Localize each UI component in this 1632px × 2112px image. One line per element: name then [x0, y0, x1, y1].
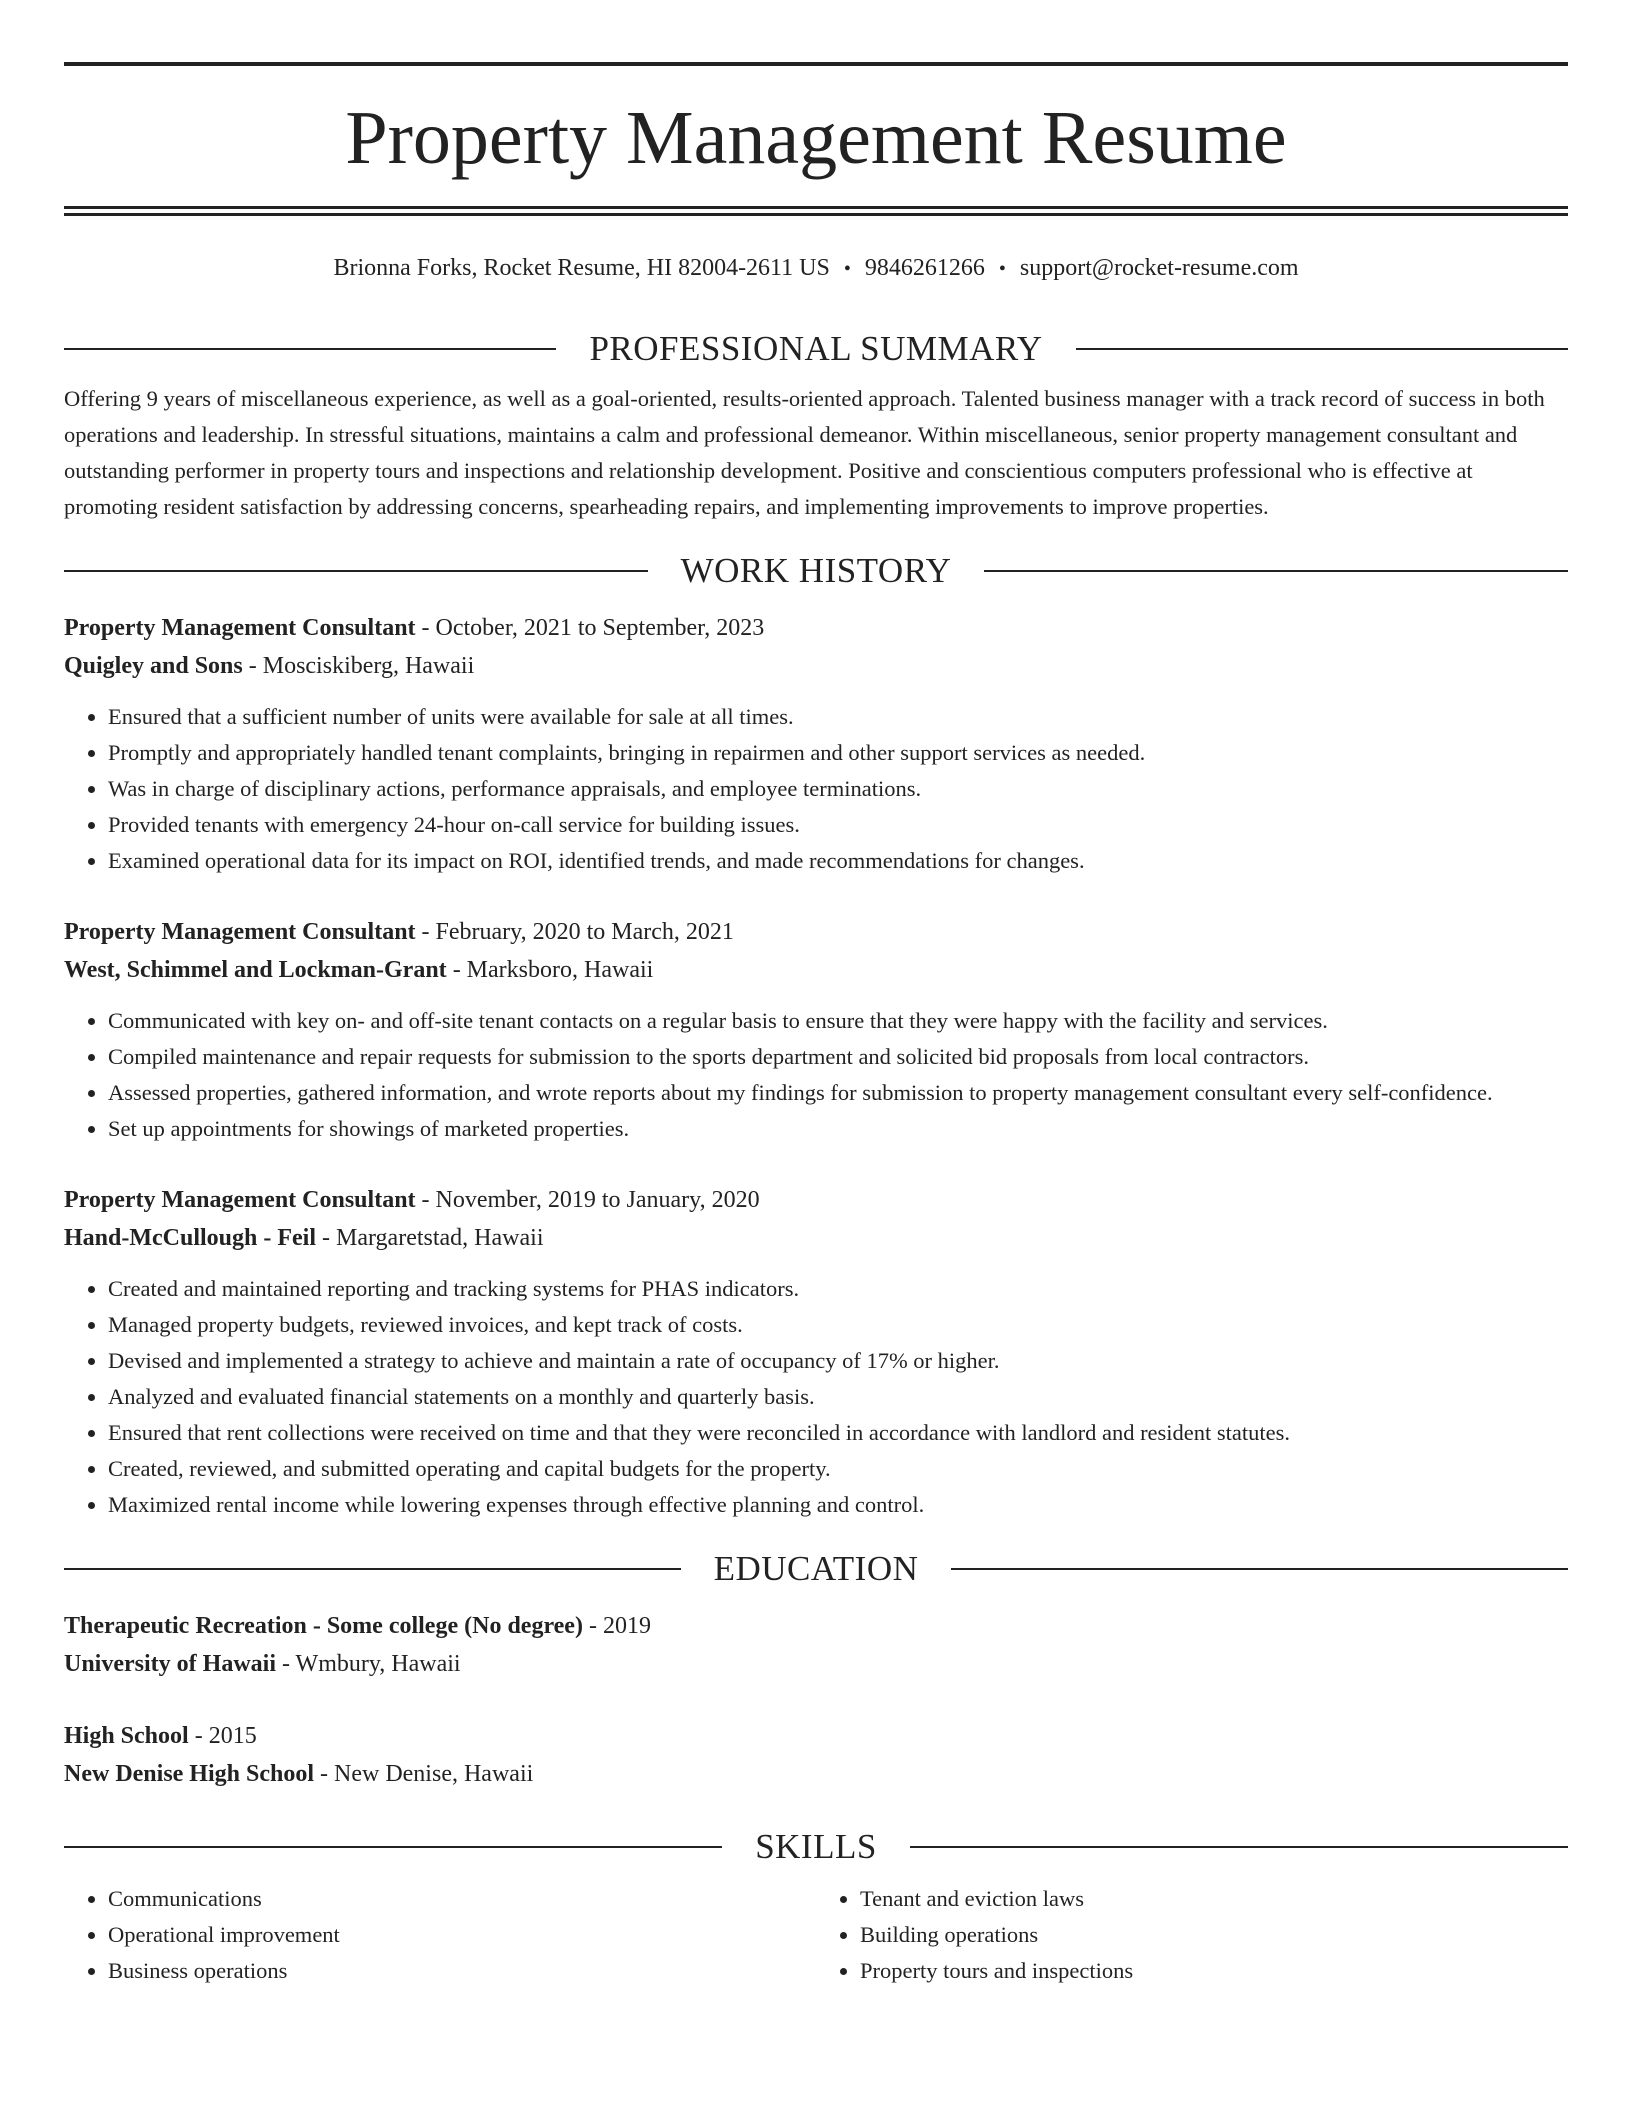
- work-history-list: [64, 609, 1568, 1523]
- skill-item: • Business operations: [108, 1953, 816, 1989]
- job-bullet: • Analyzed and evaluated financial statements on a monthly and quarterly basis.: [108, 1379, 1568, 1415]
- skills-list-right: [816, 1881, 1568, 1989]
- skill-item: • Building operations: [860, 1917, 1568, 1953]
- contact-line: [64, 254, 1568, 283]
- contact-phone: 9846261266: [864, 255, 985, 281]
- education-school-line: [64, 1645, 1568, 1683]
- job-location: - Mosciskiberg, Hawaii: [242, 652, 475, 679]
- job-company-line: [64, 951, 1568, 989]
- job-company-line: [64, 647, 1568, 685]
- divider: [64, 1846, 722, 1848]
- job-dates: - February, 2020 to March, 2021: [415, 918, 734, 945]
- job-bullet: • Assessed properties, gathered information, and wrote reports about my findings for submission to property management consultant every self-confidence.: [108, 1075, 1568, 1111]
- job-title-line: [64, 609, 1568, 647]
- job-location: - Marksboro, Hawaii: [446, 956, 654, 983]
- section-header-skills: [64, 1827, 1568, 1867]
- skill-item: • Communications: [108, 1881, 816, 1917]
- job-company: Hand-McCullough - Feil: [64, 1224, 317, 1251]
- divider: [64, 570, 648, 572]
- skills-list-left: [64, 1881, 816, 1989]
- skills-columns: [64, 1881, 1568, 1989]
- section-title: EDUCATION: [713, 1549, 919, 1589]
- education-location: - Wmbury, Hawaii: [275, 1650, 461, 1677]
- divider: [910, 1846, 1568, 1848]
- contact-email: support@rocket-resume.com: [1019, 255, 1299, 281]
- divider: [64, 1568, 681, 1570]
- education-entry: [64, 1607, 1568, 1683]
- job-dates: - November, 2019 to January, 2020: [415, 1186, 760, 1213]
- job-bullet: • Maximized rental income while lowering expenses through effective planning and control.: [108, 1487, 1568, 1523]
- section-header-work: [64, 551, 1568, 591]
- education-degree-line: [64, 1717, 1568, 1755]
- job-company: Quigley and Sons: [64, 652, 243, 679]
- education-school-line: [64, 1755, 1568, 1793]
- title-double-rule: [64, 206, 1568, 216]
- job-entry: [64, 609, 1568, 879]
- contact-separator: •: [998, 258, 1006, 280]
- job-bullet: • Ensured that a sufficient number of units were available for sale at all times.: [108, 699, 1568, 735]
- job-title-line: [64, 1181, 1568, 1219]
- job-bullet: • Was in charge of disciplinary actions, performance appraisals, and employee terminations.: [108, 771, 1568, 807]
- education-degree: High School: [64, 1722, 189, 1749]
- job-bullet: • Communicated with key on- and off-site tenant contacts on a regular basis to ensure that they were happy with the facility and services.: [108, 1003, 1568, 1039]
- skill-item: • Property tours and inspections: [860, 1953, 1568, 1989]
- job-entry: [64, 913, 1568, 1147]
- divider: [1076, 348, 1568, 350]
- divider: [951, 1568, 1568, 1570]
- education-degree: Therapeutic Recreation - Some college (No degree): [64, 1612, 583, 1639]
- job-title-line: [64, 913, 1568, 951]
- education-location: - New Denise, Hawaii: [314, 1760, 534, 1787]
- job-title: Property Management Consultant: [64, 614, 416, 641]
- job-bullet: • Created and maintained reporting and tracking systems for PHAS indicators.: [108, 1271, 1568, 1307]
- job-company: West, Schimmel and Lockman-Grant: [64, 956, 447, 983]
- section-header-education: [64, 1549, 1568, 1589]
- skill-item: • Tenant and eviction laws: [860, 1881, 1568, 1917]
- divider: [984, 570, 1568, 572]
- section-header-summary: [64, 329, 1568, 369]
- top-rule: [64, 62, 1568, 66]
- job-bullet: • Ensured that rent collections were received on time and that they were reconciled in accordance with landlord and resident statutes.: [108, 1415, 1568, 1451]
- section-title: PROFESSIONAL SUMMARY: [589, 329, 1043, 369]
- job-bullet: • Devised and implemented a strategy to achieve and maintain a rate of occupancy of 17% or higher.: [108, 1343, 1568, 1379]
- job-bullet-list: [64, 1271, 1568, 1523]
- education-school: University of Hawaii: [64, 1650, 276, 1677]
- job-entry: [64, 1181, 1568, 1523]
- job-location: - Margaretstad, Hawaii: [316, 1224, 544, 1251]
- job-bullet: • Managed property budgets, reviewed invoices, and kept track of costs.: [108, 1307, 1568, 1343]
- contact-address: Brionna Forks, Rocket Resume, HI 82004-2611 US: [333, 255, 830, 281]
- job-bullet: • Examined operational data for its impact on ROI, identified trends, and made recommendations for changes.: [108, 843, 1568, 879]
- education-degree-line: [64, 1607, 1568, 1645]
- job-bullet: • Compiled maintenance and repair requests for submission to the sports department and solicited bid proposals from local contractors.: [108, 1039, 1568, 1075]
- job-bullet: • Promptly and appropriately handled tenant complaints, bringing in repairmen and other support services as needed.: [108, 735, 1568, 771]
- summary-paragraph: Offering 9 years of miscellaneous experience, as well as a goal-oriented, results-oriented approach. Talented business manager with a track record of success in both operations and leadership. In stressful situations, maintains a calm and professional demeanor. Within miscellaneous, senior property management consultant and outstanding performer in property tours and inspections and relationship development. Positive and conscientious computers professional who is effective at promoting resident satisfaction by addressing concerns, spearheading repairs, and implementing improvements to improve properties.: [64, 385, 1545, 519]
- job-title: Property Management Consultant: [64, 918, 416, 945]
- section-title: WORK HISTORY: [680, 551, 952, 591]
- page-title: Property Management Resume: [345, 96, 1287, 180]
- skill-item: • Operational improvement: [108, 1917, 816, 1953]
- education-list: [64, 1607, 1568, 1793]
- job-bullet: • Set up appointments for showings of marketed properties.: [108, 1111, 1568, 1147]
- job-bullet: • Provided tenants with emergency 24-hour on-call service for building issues.: [108, 807, 1568, 843]
- job-dates: - October, 2021 to September, 2023: [415, 614, 765, 641]
- job-bullet-list: [64, 699, 1568, 879]
- education-entry: [64, 1717, 1568, 1793]
- job-title: Property Management Consultant: [64, 1186, 416, 1213]
- job-company-line: [64, 1219, 1568, 1257]
- education-year: - 2019: [582, 1612, 651, 1639]
- section-title: SKILLS: [755, 1827, 877, 1867]
- education-school: New Denise High School: [64, 1760, 315, 1787]
- education-year: - 2015: [188, 1722, 257, 1749]
- contact-separator: •: [843, 258, 851, 280]
- job-bullet-list: [64, 1003, 1568, 1147]
- divider: [64, 348, 556, 350]
- job-bullet: • Created, reviewed, and submitted operating and capital budgets for the property.: [108, 1451, 1568, 1487]
